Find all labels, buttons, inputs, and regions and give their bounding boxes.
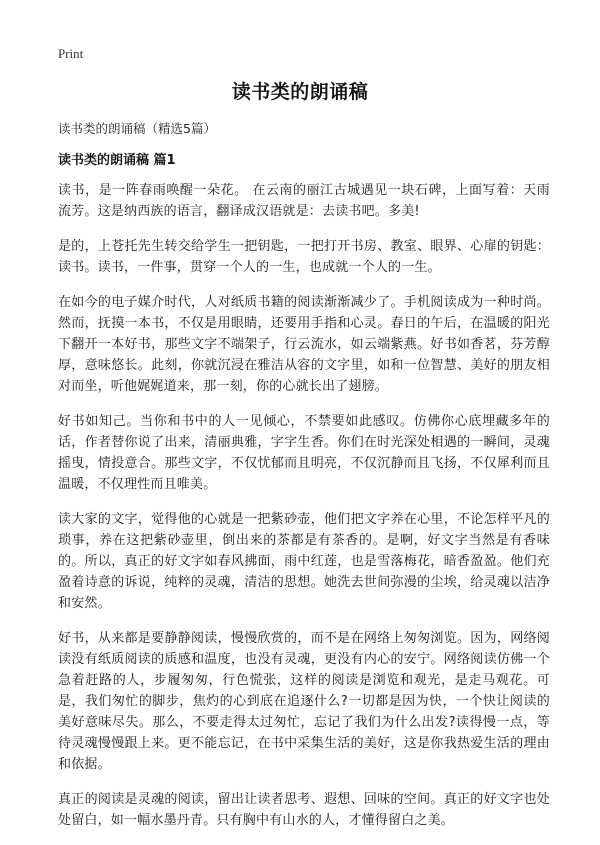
- article-body: [58, 180, 550, 845]
- paragraph: 在如今的电子媒介时代，人对纸质书籍的阅读渐渐减少了。手机阅读成为一种时尚。然而，抚摸一本书，不仅是用眼睛，还要用手指和心灵。春日的午后，在温暖的阳光下翻开一本好书，那些文字不端架子，行云流水，如云端紫燕。好书如香茗，芬芳醇厚，意味悠长。此刻，你就沉浸在雅洁从容的文字里，如和一位智慧、美好的朋友相对而坐，听他娓娓道来，那一刻，你的心就长出了翅膀。: [58, 295, 550, 394]
- section-heading: 读书类的朗诵稿 篇1: [58, 153, 176, 168]
- paragraph: 是的，上苍托先生转交给学生一把钥匙，一把打开书房、教室、眼界、心扉的钥匙：读书。读书，一件事，贯穿一个人的一生，也成就一个人的一生。: [58, 239, 550, 275]
- page-title: 读书类的朗诵稿: [231, 81, 369, 103]
- document-subtitle: 读书类的朗诵稿（精选5篇）: [58, 121, 216, 136]
- paragraph: 读书，是一阵春雨唤醒一朵花。 在云南的丽江古城遇见一块石碑，上面写着：天雨流芳。这是纳西族的语言，翻译成汉语就是：去读书吧。多美!: [58, 183, 550, 219]
- paragraph: 读大家的文字，觉得他的心就是一把紫砂壶，他们把文字养在心里，不论怎样平凡的琐事，养在这把紫砂壶里，倒出来的茶都是有茶香的。是啊，好文字当然是有香味的。所以，真正的好文字如春风拂面，雨中红莲，也是雪落梅花，暗香盈盈。他们充盈着诗意的诉说，纯粹的灵魂，清洁的思想。她洗去世间弥漫的尘埃，给灵魂以洁净和安然。: [58, 512, 550, 611]
- print-link[interactable]: Print: [58, 46, 84, 61]
- paragraph: 好书，从来都是要静静阅读，慢慢欣赏的，而不是在网络上匆匆浏览。因为，网络阅读没有纸质阅读的质感和温度，也没有灵魂，更没有内心的安宁。网络阅读仿佛一个急着赶路的人，步履匆匆，行色慌张，这样的阅读是浏览和观光，是走马观花。可是，我们匆忙的脚步，焦灼的心到底在追逐什么?一切都是因为快，一个快让阅读的美好意味尽失。那么，不要走得太过匆忙，忘记了我们为什么出发?读得慢一点，等待灵魂慢慢跟上来。更不能忘记，在书中采集生活的美好，这是你我热爱生活的理由和依据。: [58, 631, 550, 772]
- paragraph: 好书如知己。当你和书中的人一见倾心，不禁要如此感叹。仿佛你心底埋藏多年的话，作者替你说了出来，清丽典雅，字字生香。你们在时光深处相遇的一瞬间，灵魂摇曳，情投意合。那些文字，不仅忧郁而且明亮，不仅沉静而且飞扬，不仅犀利而且温暖，不仅理性而且唯美。: [58, 414, 550, 492]
- paragraph: 真正的阅读是灵魂的阅读，留出让读者思考、遐想、回味的空间。真正的好文字也处处留白，如一幅水墨丹青。只有胸中有山水的人，才懂得留白之美。: [58, 792, 550, 828]
